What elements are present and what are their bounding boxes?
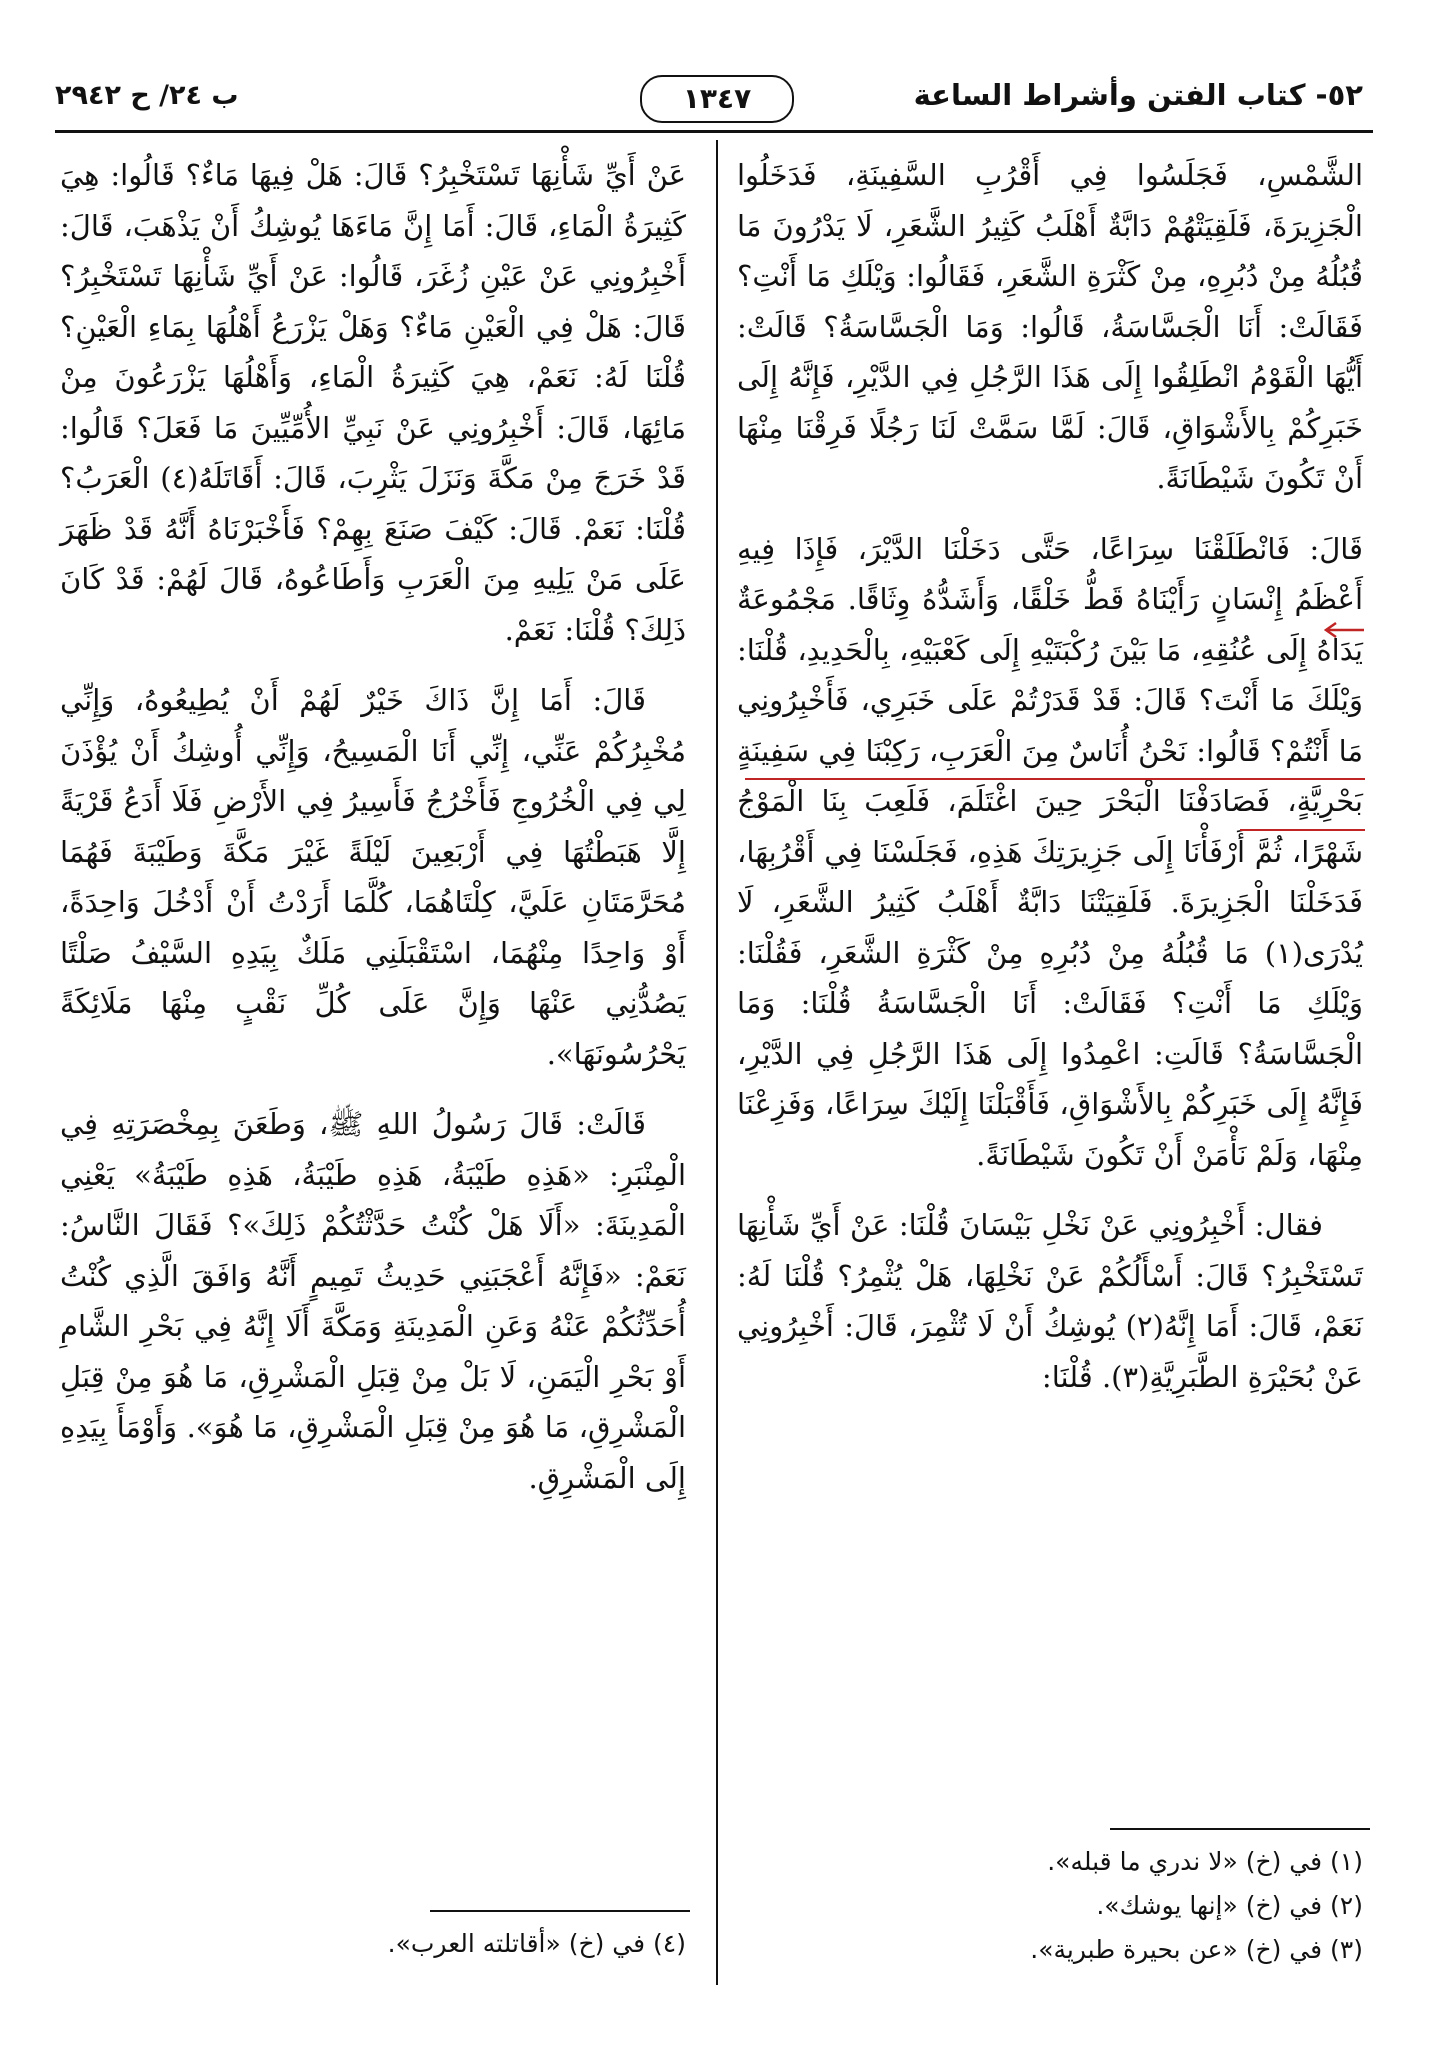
paragraph: قَالَ: أَمَا إِنَّ ذَاكَ خَيْرٌ لَهُمْ أَنْ يُطِيعُوهُ، وَإِنِّي مُخْبِرُكُمْ عَنِّي، إِنِّي أَنَا الْمَسِيحُ، وَإِنِّي أُوشِكُ أَنْ يُؤْذَنَ لِي فِي الْخُرُوجِ فَأَخْرُجُ فَأَسِيرُ فِي الأَرْضِ فَلَا أَدَعُ قَرْيَةً إِلَّا هَبَطْتُهَا فِي أَرْبَعِينَ لَيْلَةً غَيْرَ مَكَّةَ وَطَيْبَةَ فَهُمَا مُحَرَّمَتَانِ عَلَيَّ، كِلْتَاهُمَا، كُلَّمَا أَرَدْتُ أَنْ أَدْخُلَ وَاحِدَةً، أَوْ وَاحِدًا مِنْهُمَا، اسْتَقْبَلَنِي مَلَكٌ بِيَدِهِ السَّيْفُ صَلْتًا يَصُدُّنِي عَنْهَا وَإِنَّ عَلَى كُلِّ نَقْبٍ مِنْهَا مَلَائِكَةً يَحْرُسُونَهَا». — [60, 683, 686, 1071]
footnote: (٤) في (خ) «أقاتلته العرب». — [387, 1929, 686, 1958]
red-arrow-icon — [1322, 620, 1366, 640]
paragraph: عَنْ أَيِّ شَأْنِهَا تَسْتَخْبِرُ؟ قَالَ: هَلْ فِيهَا مَاءٌ؟ قَالُوا: هِيَ كَثِيرَةُ الْمَاءِ، قَالَ: أَمَا إِنَّ مَاءَهَا يُوشِكُ أَنْ يَذْهَبَ، قَالَ: أَخْبِرُونِي عَنْ عَيْنِ زُغَرَ، قَالُوا: عَنْ أَيِّ شَأْنِهَا تَسْتَخْبِرُ؟ قَالَ: هَلْ فِي الْعَيْنِ مَاءٌ؟ وَهَلْ يَزْرَعُ أَهْلُهَا بِمَاءِ الْعَيْنِ؟ قُلْنَا لَهُ: نَعَمْ، هِيَ كَثِيرَةُ الْمَاءِ، وَأَهْلُهَا يَزْرَعُونَ مِنْ مَائِهَا، قَالَ: أَخْبِرُونِي عَنْ نَبِيِّ الأُمِّيِّينَ مَا فَعَلَ؟ قَالُوا: قَدْ خَرَجَ مِنْ مَكَّةَ وَنَزَلَ يَثْرِبَ، قَالَ: أَقَاتَلَهُ(٤) الْعَرَبُ؟ قُلْنَا: نَعَمْ. قَالَ: كَيْفَ صَنَعَ بِهِمْ؟ فَأَخْبَرْنَاهُ أَنَّهُ قَدْ ظَهَرَ عَلَى مَنْ يَلِيهِ مِنَ الْعَرَبِ وَأَطَاعُوهُ، قَالَ لَهُمْ: قَدْ كَانَ ذَلِكَ؟ قُلْنَا: نَعَمْ. — [60, 158, 686, 647]
footnote: (٣) في (خ) «عن بحيرة طبرية». — [1030, 1935, 1363, 1964]
paragraph: قَالَتْ: قَالَ رَسُولُ اللهِ ﷺ، وَطَعَنَ بِمِخْصَرَتِهِ فِي الْمِنْبَرِ: «هَذِهِ طَيْبَةُ، هَذِهِ طَيْبَةُ، هَذِهِ طَيْبَةُ» يَعْنِي الْمَدِينَةَ: «أَلَا هَلْ كُنْتُ حَدَّثْتُكُمْ ذَلِكَ»؟ فَقَالَ النَّاسُ: نَعَمْ: «فَإِنَّهُ أَعْجَبَنِي حَدِيثُ تَمِيمٍ أَنَّهُ وَافَقَ الَّذِي كُنْتُ أُحَدِّثُكُمْ عَنْهُ وَعَنِ الْمَدِينَةِ وَمَكَّةَ أَلَا إِنَّهُ فِي بَحْرِ الشَّامِ أَوْ بَحْرِ الْيَمَنِ، لَا بَلْ مِنْ قِبَلِ الْمَشْرِقِ، مَا هُوَ مِنْ قِبَلِ الْمَشْرِقِ، مَا هُوَ مِنْ قِبَلِ الْمَشْرِقِ، مَا هُوَ». وَأَوْمَأَ بِيَدِهِ إِلَى الْمَشْرِقِ. — [60, 1107, 686, 1495]
left-column — [60, 150, 686, 1523]
red-underline — [745, 778, 1365, 780]
footnote: (٢) في (خ) «إنها يوشك». — [1096, 1891, 1363, 1920]
right-column — [737, 150, 1363, 1422]
red-underline — [1240, 829, 1365, 831]
paragraph: قَالَ: فَانْطَلَقْنَا سِرَاعًا، حَتَّى دَخَلْنَا الدَّيْرَ، فَإِذَا فِيهِ أَعْظَمُ إِنْسَانٍ رَأَيْنَاهُ قَطُّ خَلْقًا، وَأَشَدُّهُ وِثَاقًا. مَجْمُوعَةٌ يَدَاهُ إِلَى عُنُقِهِ، مَا بَيْنَ رُكْبَتَيْهِ إِلَى كَعْبَيْهِ، بِالْحَدِيدِ، قُلْنَا: وَيْلَكَ مَا أَنْتَ؟ قَالَ: قَدْ قَدَرْتُمْ عَلَى خَبَرِي، فَأَخْبِرُونِي مَا أَنْتُمْ؟ قَالُوا: نَحْنُ أُنَاسٌ مِنَ الْعَرَبِ، رَكِبْنَا فِي سَفِينَةٍ بَحْرِيَّةٍ، فَصَادَفْنَا الْبَحْرَ حِينَ اغْتَلَمَ، فَلَعِبَ بِنَا الْمَوْجُ شَهْرًا، ثُمَّ أَرْفَأْنَا إِلَى جَزِيرَتِكَ هَذِهِ، فَجَلَسْنَا فِي أَقْرُبِهَا، فَدَخَلْنَا الْجَزِيرَةَ. فَلَقِيَتْنَا دَابَّةٌ أَهْلَبُ كَثِيرُ الشَّعَرِ، لَا يُدْرَى(١) مَا قُبُلُهُ مِنْ دُبُرِهِ مِنْ كَثْرَةِ الشَّعَرِ، فَقُلْنَا: وَيْلَكِ مَا أَنْتِ؟ فَقَالَتْ: أَنَا الْجَسَّاسَةُ قُلْنَا: وَمَا الْجَسَّاسَةُ؟ قَالَتِ: اعْمِدُوا إِلَى هَذَا الرَّجُلِ فِي الدَّيْرِ، فَإِنَّهُ إِلَى خَبَرِكُمْ بِالأَشْوَاقِ، فَأَقْبَلْنَا إِلَيْكَ سِرَاعًا، وَفَزِعْنَا مِنْهَا، وَلَمْ نَأْمَنْ أَنْ تَكُونَ شَيْطَانَةً. — [737, 531, 1363, 1172]
footnote-rule — [430, 1910, 690, 1912]
header-rule — [55, 130, 1373, 133]
chapter-title: ٥٢- كتاب الفتن وأشراط الساعة — [913, 78, 1363, 112]
page-number: ١٣٤٧ — [640, 75, 794, 123]
footnotes-left — [60, 1922, 686, 1966]
paragraph: فقال: أَخْبِرُونِي عَنْ نَخْلِ بَيْسَانَ قُلْنَا: عَنْ أَيِّ شَأْنِهَا تَسْتَخْبِرُ؟ قَالَ: أَسْأَلُكُمْ عَنْ نَخْلِهَا، هَلْ يُثْمِرُ؟ قُلْنَا لَهُ: نَعَمْ، قَالَ: أَمَا إِنَّهُ(٢) يُوشِكُ أَنْ لَا تُثْمِرَ، قَالَ: أَخْبِرُونِي عَنْ بُحَيْرَةِ الطَّبَرِيَّةِ(٣). قُلْنَا: — [737, 1208, 1363, 1394]
hadith-reference: ب ٢٤/ ح ٢٩٤٢ — [55, 80, 239, 111]
footnote: (١) في (خ) «لا ندري ما قبله». — [1047, 1847, 1363, 1876]
column-divider — [716, 140, 718, 1985]
footnote-rule — [1110, 1828, 1370, 1830]
footnotes-right — [743, 1840, 1363, 1972]
paragraph: الشَّمْسِ، فَجَلَسُوا فِي أَقْرُبِ السَّفِينَةِ، فَدَخَلُوا الْجَزِيرَةَ، فَلَقِيَتْهُمْ دَابَّةٌ أَهْلَبُ كَثِيرُ الشَّعَرِ، لَا يَدْرُونَ مَا قُبُلُهُ مِنْ دُبُرِهِ، مِنْ كَثْرَةِ الشَّعَرِ، فَقَالُوا: وَيْلَكِ مَا أَنْتِ؟ فَقَالَتْ: أَنَا الْجَسَّاسَةُ، قَالُوا: وَمَا الْجَسَّاسَةُ؟ قَالَتْ: أَيُّهَا الْقَوْمُ انْطَلِقُوا إِلَى هَذَا الرَّجُلِ فِي الدَّيْرِ، فَإِنَّهُ إِلَى خَبَرِكُمْ بِالأَشْوَاقِ، قَالَ: لَمَّا سَمَّتْ لَنَا رَجُلًا فَرِقْنَا مِنْهَا أَنْ تَكُونَ شَيْطَانَةً. — [737, 158, 1363, 495]
